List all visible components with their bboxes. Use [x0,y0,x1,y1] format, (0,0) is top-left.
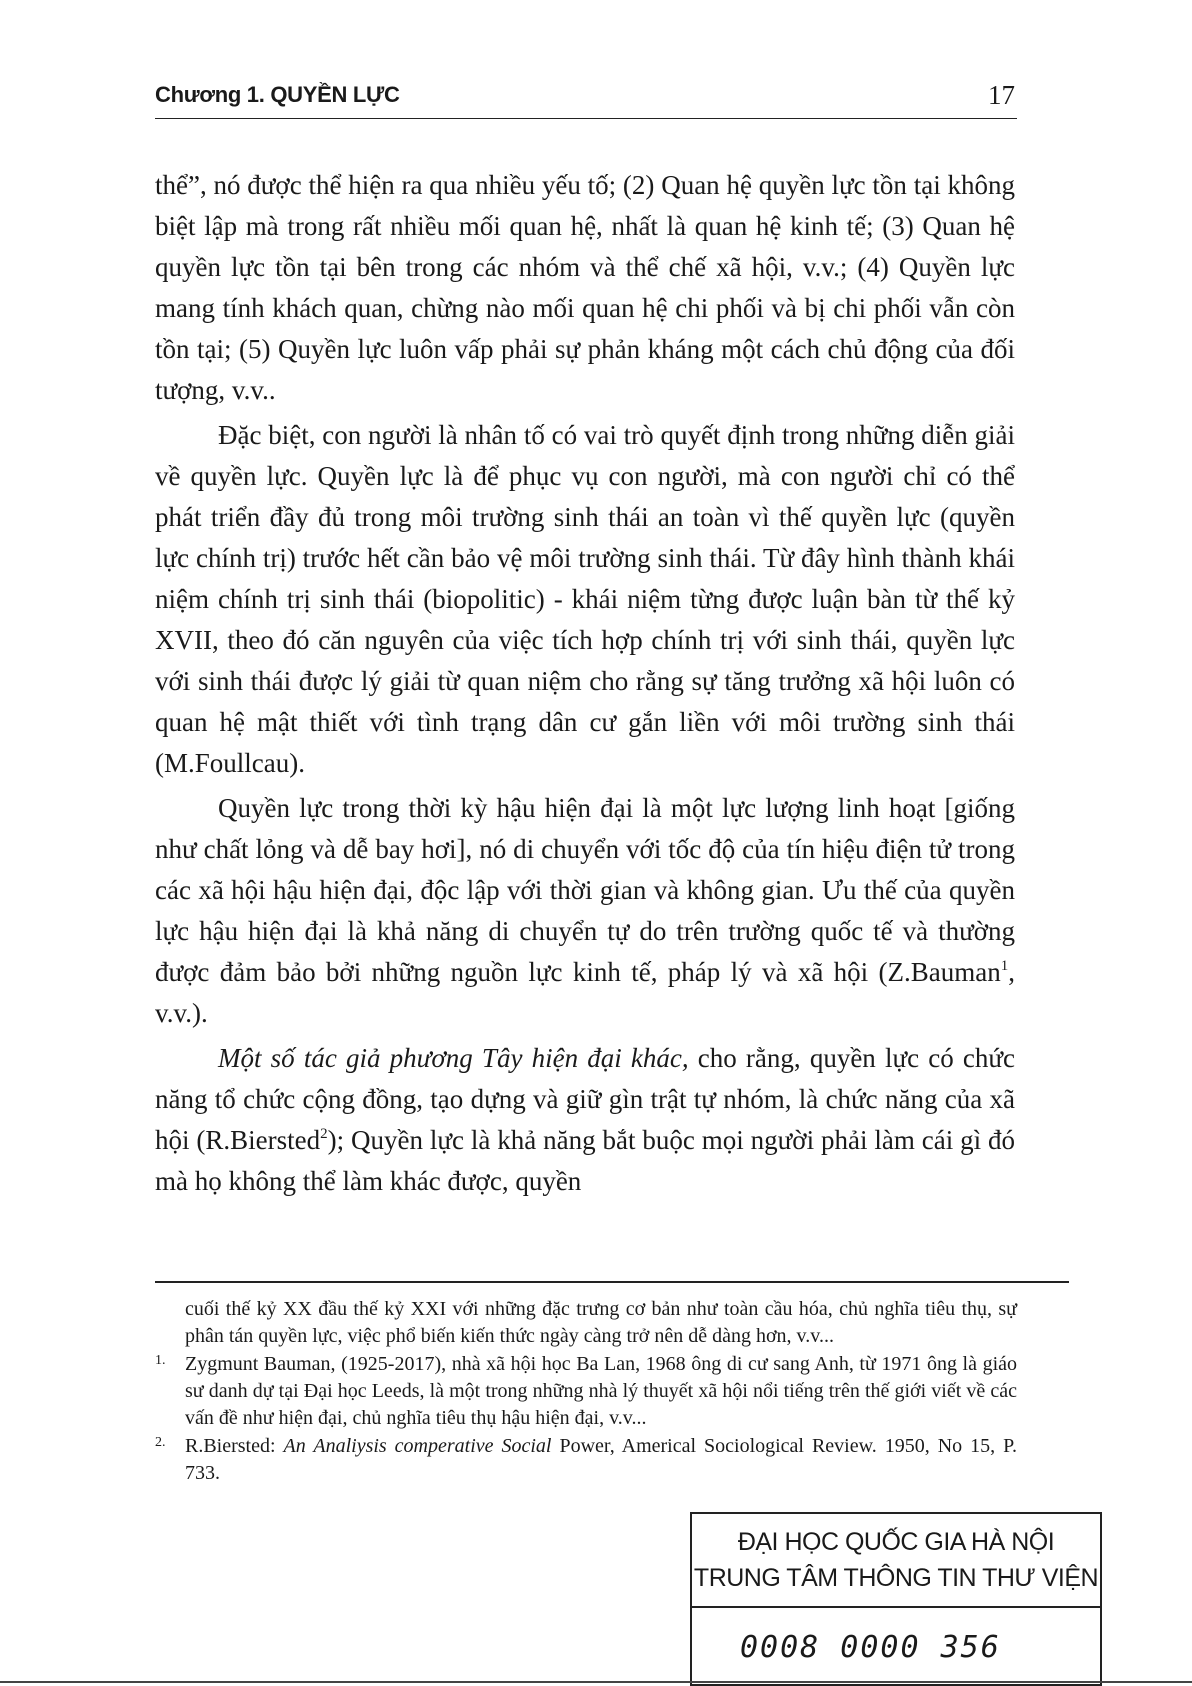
footnote-2-tail: Power, Americal Sociological Review. 1950, No 15, P. 733. [185,1435,1018,1484]
stamp-accession-code: 0008 0000 356 [740,1630,1001,1665]
footnote-1-mark: 1. [155,1353,166,1368]
footnote-continued-text: cuối thế kỷ XX đầu thế kỷ XXI với những đặc trưng cơ bản như toàn cầu hóa, chủ nghĩa tiêu thụ, sự phân tán quyền lực, việc phổ biến kiến thức ngày càng trở nên dễ dàng hơn, v.v... [185,1298,1017,1347]
footnote-ref-1: 1 [1000,958,1009,974]
page-bottom-edge [0,1681,1192,1683]
paragraph-4-tail: ); Quyền lực là khả năng bắt buộc mọi người phải làm cái gì đó mà họ không thể làm khác được, quyền [155,1125,1015,1196]
header-rule [155,118,1017,119]
footnote-rule [155,1281,1069,1283]
paragraph-3-tail: , v.v.). [155,957,1015,1028]
footnote-2-text: R.Biersted: [185,1435,284,1457]
footnote-2 [155,1433,1017,1487]
footnotes [155,1296,1017,1487]
footnote-continued [155,1296,1017,1350]
paragraph-3 [155,788,1015,1034]
chapter-title: Chương 1. QUYỀN LỰC [155,82,400,107]
paragraph-4-italic: Một số tác giả phương Tây hiện đại khác, [218,1043,689,1073]
footnote-1-text: Zygmunt Bauman, (1925-2017), nhà xã hội học Ba Lan, 1968 ông di cư sang Anh, từ 1971 ông là giáo sư danh dự tại Đại học Leeds, là một trong những nhà lý thuyết xã hội nổi tiếng trên thế giới viết về các vấn đề như hiện đại, chủ nghĩa tiêu thụ hậu hiện đại, v.v... [185,1353,1017,1429]
stamp-divider [692,1606,1100,1608]
stamp-university: ĐẠI HỌC QUỐC GIA HÀ NỘI [737,1528,1055,1556]
library-stamp [690,1512,1102,1686]
footnote-1 [155,1351,1017,1432]
paragraph-4 [155,1038,1015,1202]
paragraph-1: thể”, nó được thể hiện ra qua nhiều yếu tố; (2) Quan hệ quyền lực tồn tại không biệt lập mà trong rất nhiều mối quan hệ, nhất là quan hệ kinh tế; (3) Quan hệ quyền lực tồn tại bên trong các nhóm và thể chế xã hội, v.v.; (4) Quyền lực mang tính khách quan, chừng nào mối quan hệ chi phối và bị chi phối vẫn còn tồn tại; (5) Quyền lực luôn vấp phải sự phản kháng một cách chủ động của đối tượng, v.v.. [155,170,1015,405]
paragraph-3-text: Quyền lực trong thời kỳ hậu hiện đại là một lực lượng linh hoạt [giống như chất lỏng và dễ bay hơi], nó di chuyển với tốc độ của tín hiệu điện tử trong các xã hội hậu hiện đại, độc lập với thời gian và không gian. Ưu thế của quyền lực hậu hiện đại là khả năng di chuyển tự do trên trường quốc tế và thường được đảm bảo bởi những nguồn lực kinh tế, pháp lý và xã hội (Z.Bauman [155,793,1015,987]
paragraph-2: Đặc biệt, con người là nhân tố có vai trò quyết định trong những diễn giải về quyền lực. Quyền lực là để phục vụ con người, mà con người chỉ có thể phát triển đầy đủ trong môi trường sinh thái an toàn vì thế quyền lực (quyền lực chính trị) trước hết cần bảo vệ môi trường sinh thái. Từ đây hình thành khái niệm chính trị sinh thái (biopolitic) - khái niệm từng được luận bàn từ thế kỷ XVII, theo đó căn nguyên của việc tích hợp chính trị với sinh thái, quyền lực với sinh thái được lý giải từ quan niệm cho rằng sự tăng trưởng xã hội luôn có quan hệ mật thiết với tình trạng dân cư gắn liền với môi trường sinh thái (M.Foullcau). [155,420,1015,778]
footnote-2-mark: 2. [155,1435,166,1450]
footnote-ref-2: 2 [320,1126,328,1142]
stamp-library-center: TRUNG TÂM THÔNG TIN THƯ VIỆN [693,1564,1099,1592]
page-number: 17 [988,80,1015,110]
paragraph-4-text: cho rằng, quyền lực có chức năng tổ chức cộng đồng, tạo dựng và giữ gìn trật tự nhóm, là chức năng của xã hội (R.Biersted [155,1043,1015,1155]
footnote-2-italic: An Analiysis comperative Social [283,1435,552,1457]
body-text [155,165,1015,1202]
running-header [155,78,1015,118]
